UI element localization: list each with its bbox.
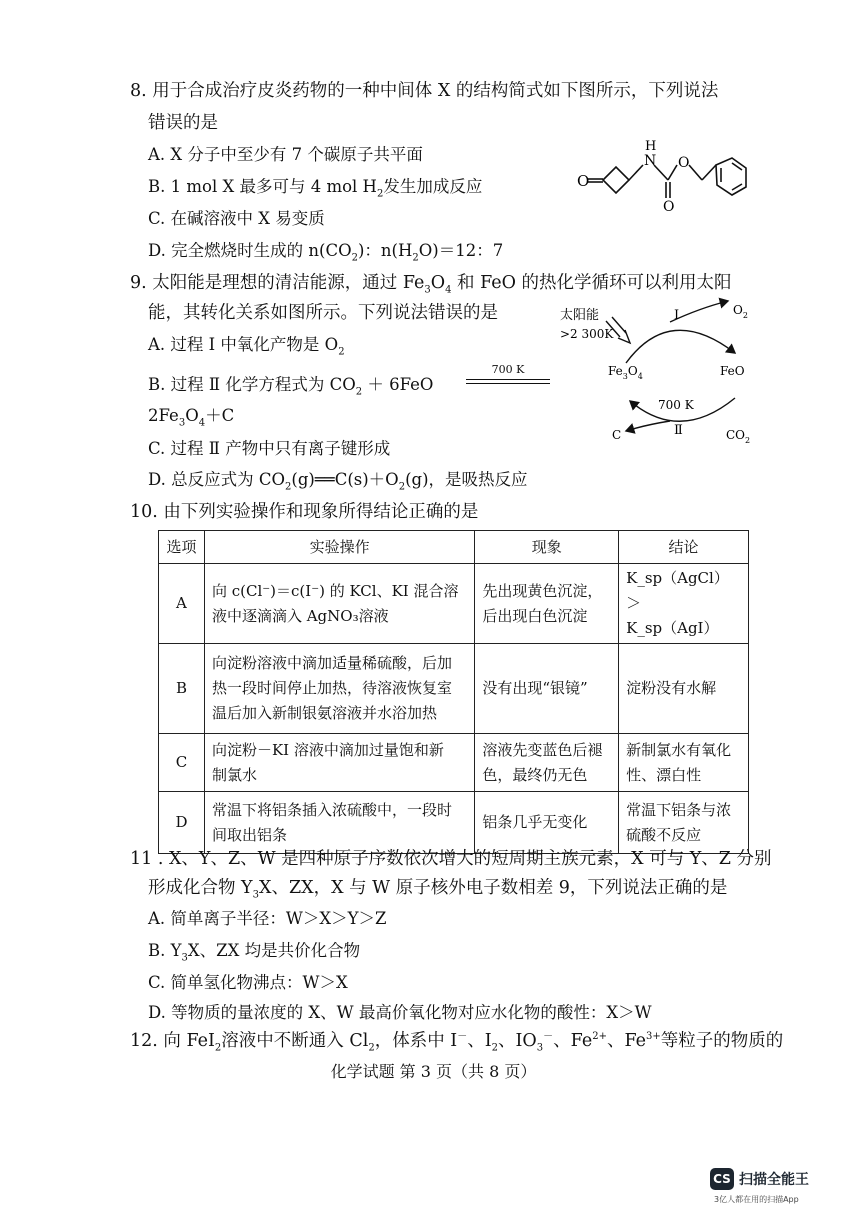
q9-option-b-line2: $2Fe_3O_4+C$ bbox=[148, 406, 235, 429]
q9-option-c: C. 过程 Ⅱ 产物中只有离子键形成 bbox=[148, 439, 391, 458]
q10-stem: 10. 由下列实验操作和现象所得结论正确的是 bbox=[130, 502, 479, 522]
row-b-conclusion: 淀粉没有水解 bbox=[619, 644, 749, 734]
row-a-option: A bbox=[159, 564, 205, 644]
row-b-operation: 向淀粉溶液中滴加适量稀硫酸，后加 热一段时间停止加热，待溶液恢复室 温后加入新制银氨溶液并水浴加热 bbox=[204, 644, 474, 734]
q8-stem-line1: 8. 用于合成治疗皮炎药物的一种中间体 X 的结构简式如下图所示，下列说法 bbox=[130, 81, 719, 101]
q12-stem: 12. 向 FeI$_2$溶液中不断通入 $Cl_2$，体系中 I－、$I_2$、$IO_3^-$、$Fe^{2+}$、$Fe^{3+}$等粒子的物质的 bbox=[130, 1031, 784, 1054]
q9-option-b-condition: 700 K bbox=[491, 363, 525, 376]
camscanner-logo: CS bbox=[710, 1168, 734, 1190]
q8-option-b: B. 1 mol X 最多可与 4 mol $H_2$发生加成反应 bbox=[148, 177, 483, 200]
q9-option-d: D. 总反应式为 $CO_2(g)══C(s)+O_2(g)$，是吸热反应 bbox=[148, 470, 528, 493]
q9-option-b-arrow-line1 bbox=[466, 379, 550, 380]
table-row bbox=[159, 734, 749, 792]
table-header-conclusion: 结论 bbox=[619, 531, 749, 564]
row-d-option: D bbox=[159, 792, 205, 854]
q9-diagram-sun: 太阳能 bbox=[560, 308, 600, 323]
q9-diagram-o2: $O_2$ bbox=[733, 303, 748, 320]
q8-ester-oxygen: O bbox=[678, 155, 690, 171]
q11-option-b: B. $Y_3X$、ZX 均是共价化合物 bbox=[148, 941, 361, 964]
q9-stem-line2: 能，其转化关系如图所示。下列说法错误的是 bbox=[148, 303, 498, 323]
q9-diagram-fe3o4: $Fe_3O_4$ bbox=[608, 364, 643, 381]
q9-cycle-diagram bbox=[550, 293, 765, 450]
table-header-option: 选项 bbox=[159, 531, 205, 564]
row-d-conclusion: 常温下铝条与浓 硫酸不反应 bbox=[619, 792, 749, 854]
q11-option-d: D. 等物质的量浓度的 X、W 最高价氧化物对应水化物的酸性：X＞W bbox=[148, 1003, 652, 1022]
row-d-phenomenon: 铝条几乎无变化 bbox=[475, 792, 619, 854]
watermark-tagline: 3亿人都在用的扫描App bbox=[714, 1195, 799, 1204]
row-b-phenomenon: 没有出现“银镜” bbox=[475, 644, 619, 734]
q9-diagram-process1: Ⅰ bbox=[674, 308, 680, 323]
row-a-conclusion: K_sp（AgCl）＞ K_sp（AgI） bbox=[619, 564, 749, 644]
q9-diagram-cond: 700 K bbox=[658, 398, 694, 412]
table-header-row bbox=[159, 531, 749, 564]
q11-option-a: A. 简单离子半径：W＞X＞Y＞Z bbox=[148, 909, 387, 928]
row-d-operation: 常温下将铝条插入浓硫酸中，一段时 间取出铝条 bbox=[204, 792, 474, 854]
q9-diagram-c: C bbox=[612, 428, 622, 442]
q9-stem-line1: 9. 太阳能是理想的清洁能源，通过 $Fe_3O_4$ 和 FeO 的热化学循环可以利用太阳 bbox=[130, 273, 732, 296]
q9-diagram-feo: FeO bbox=[720, 364, 745, 378]
q8-option-c: C. 在碱溶液中 X 易变质 bbox=[148, 209, 325, 228]
table-row bbox=[159, 792, 749, 854]
q11-stem-line1: 11 . X、Y、Z、W 是四种原子序数依次增大的短周期主族元素，X 可与 Y、Z 分别 bbox=[130, 849, 772, 869]
row-c-phenomenon: 溶液先变蓝色后褪 色，最终仍无色 bbox=[475, 734, 619, 792]
row-c-operation: 向淀粉－KI 溶液中滴加过量饱和新 制氯水 bbox=[204, 734, 474, 792]
watermark-app-name: 扫描全能王 bbox=[739, 1172, 809, 1188]
row-c-option: C bbox=[159, 734, 205, 792]
row-c-conclusion: 新制氯水有氧化 性、漂白性 bbox=[619, 734, 749, 792]
q11-stem-line2: 形成化合物 $Y_3X$、ZX，X 与 W 原子核外电子数相差 9，下列说法正确的是 bbox=[148, 878, 728, 901]
row-a-operation: 向 c(Cl⁻)＝c(I⁻) 的 KCl、KI 混合溶 液中逐滴滴入 AgNO₃溶液 bbox=[204, 564, 474, 644]
q8-option-d: D. 完全燃烧时生成的 $n(CO_2)$：$n(H_2O)=12$：7 bbox=[148, 241, 504, 264]
table-row bbox=[159, 564, 749, 644]
q9-option-a: A. 过程 Ⅰ 中氧化产物是 $O_2$ bbox=[148, 335, 345, 358]
q9-diagram-process2: Ⅱ bbox=[674, 423, 683, 438]
row-b-option: B bbox=[159, 644, 205, 734]
q10-table bbox=[158, 530, 749, 854]
q11-option-c: C. 简单氢化物沸点：W＞X bbox=[148, 973, 348, 992]
q9-diagram-temp: >2 300K bbox=[560, 327, 614, 341]
table-header-phenomenon: 现象 bbox=[475, 531, 619, 564]
q9-option-b: B. 过程 Ⅱ 化学方程式为 $CO_2 + 6FeO$ bbox=[148, 375, 434, 398]
q8-carbonyl-oxygen: O bbox=[663, 199, 675, 215]
q9-diagram-co2: $CO_2$ bbox=[726, 428, 751, 445]
table-row bbox=[159, 644, 749, 734]
page-footer: 化学试题 第 3 页（共 8 页） bbox=[330, 1062, 537, 1081]
q8-ring-oxygen: O bbox=[577, 172, 590, 190]
table-header-operation: 实验操作 bbox=[204, 531, 474, 564]
q8-stem-line2: 错误的是 bbox=[148, 113, 218, 133]
q9-option-b-arrow-line2 bbox=[466, 383, 550, 384]
q8-option-a: A. X 分子中至少有 7 个碳原子共平面 bbox=[148, 145, 423, 164]
q8-nitrogen: N bbox=[644, 153, 657, 169]
row-a-phenomenon: 先出现黄色沉淀， 后出现白色沉淀 bbox=[475, 564, 619, 644]
q8-structure-diagram bbox=[565, 138, 765, 218]
q8-hydrogen: H bbox=[645, 139, 657, 154]
